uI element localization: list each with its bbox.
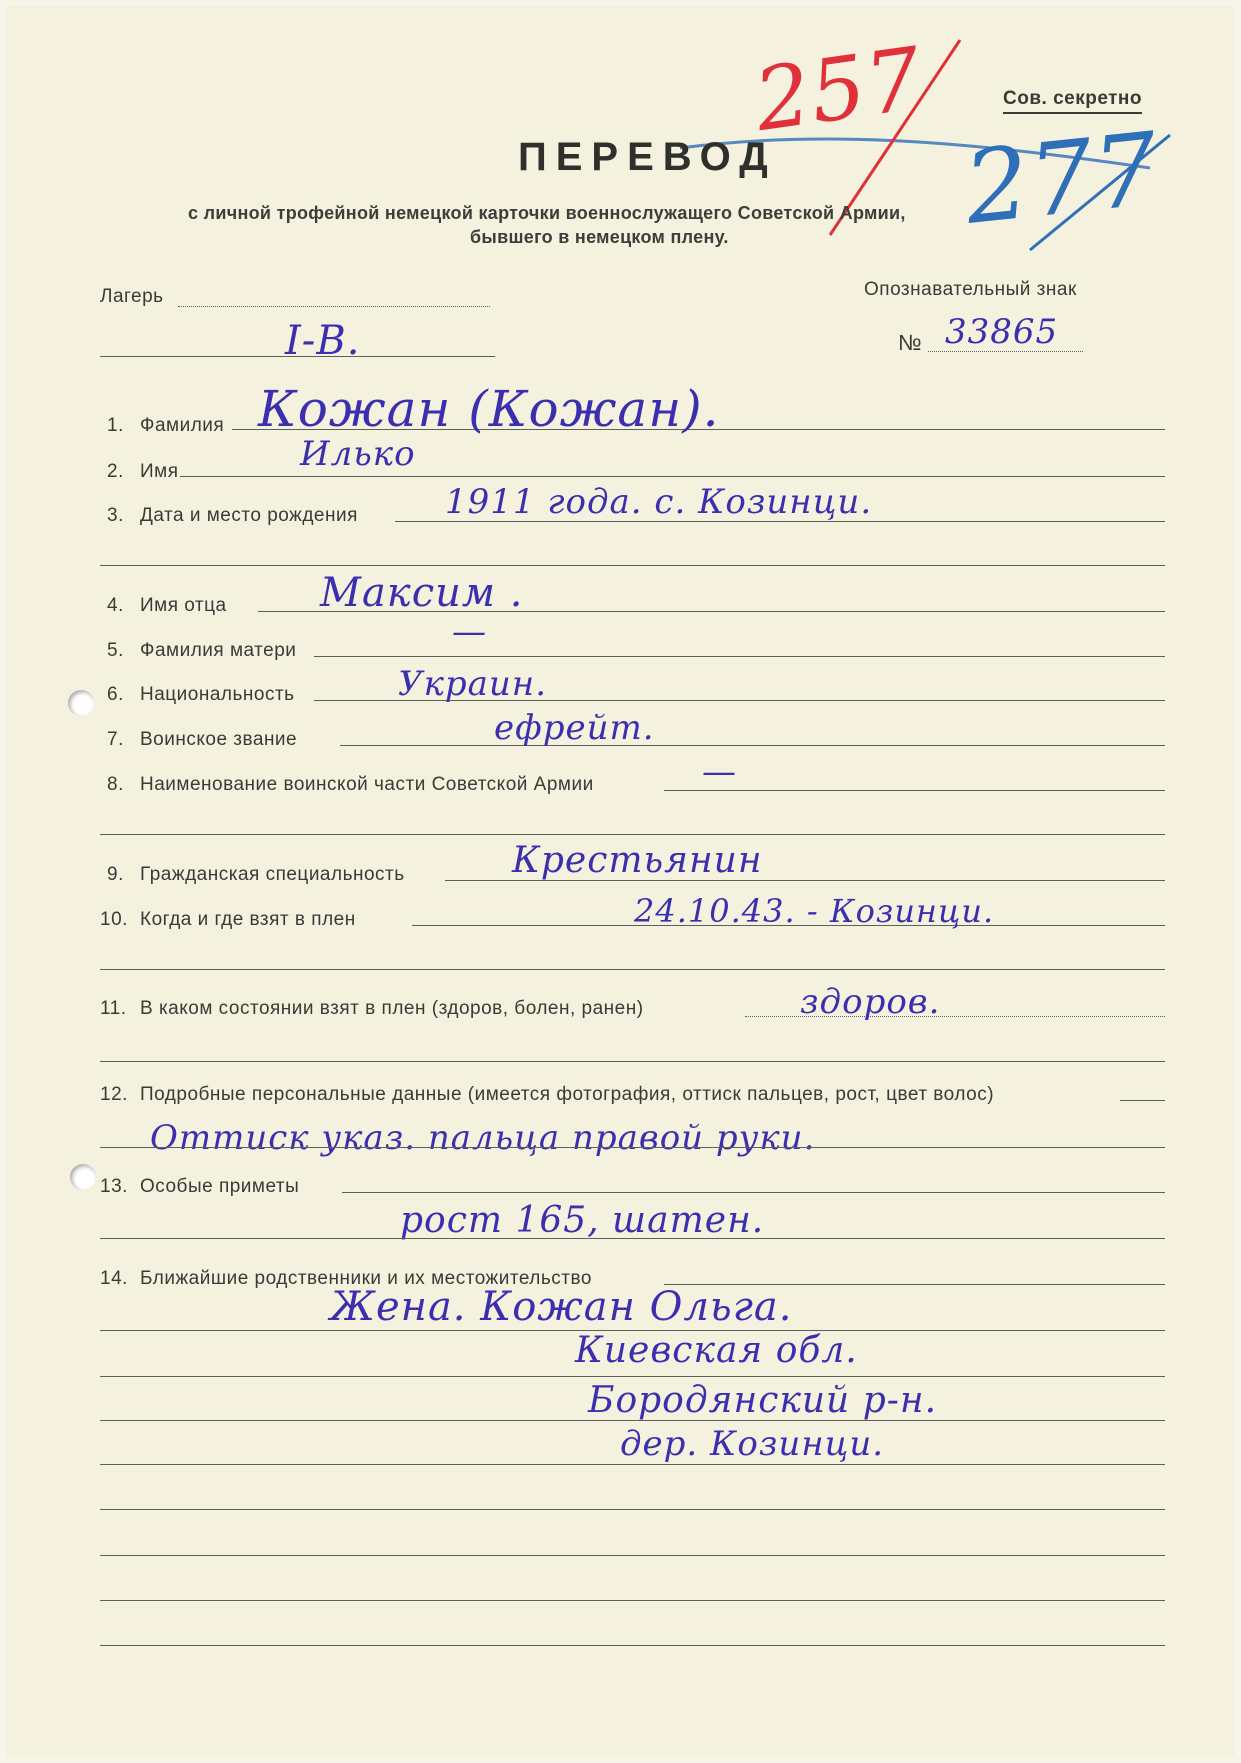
field-6-number: 6. xyxy=(107,684,124,705)
field-11-number: 11. xyxy=(100,998,127,1019)
field-14-value: Жена. Кожан Ольга. xyxy=(330,1284,793,1330)
field-13-line xyxy=(342,1192,1165,1193)
field-3-label: Дата и место рождения xyxy=(140,505,358,526)
id-tag-label: Опознавательный знак xyxy=(864,279,1077,300)
field-12-line-2 xyxy=(100,1147,1165,1148)
field-4-number: 4. xyxy=(107,595,124,616)
field-6-value: Украин. xyxy=(398,664,548,704)
relatives-line-3 xyxy=(100,1420,1165,1421)
field-5-line xyxy=(314,656,1165,657)
punch-hole-top xyxy=(68,690,94,716)
camp-value: I-B. xyxy=(285,318,361,364)
camp-line xyxy=(178,306,490,307)
field-12-value: Оттиск указ. пальца правой руки. xyxy=(150,1118,816,1158)
field-6-label: Национальность xyxy=(140,684,295,705)
field-10-label: Когда и где взят в плен xyxy=(140,909,356,930)
field-7-value: ефрейт. xyxy=(494,708,655,748)
field-2-value: Илько xyxy=(300,434,416,474)
field-13-line-2 xyxy=(100,1238,1165,1239)
relatives-value-2: Киевская обл. xyxy=(575,1330,858,1371)
field-3-value: 1911 года. с. Козинци. xyxy=(445,482,873,522)
field-3-number: 3. xyxy=(107,505,124,526)
field-11-line-2 xyxy=(100,1061,1165,1062)
field-10-line-2 xyxy=(100,969,1165,970)
relatives-line-7 xyxy=(100,1600,1165,1601)
field-12-number: 12. xyxy=(100,1084,128,1105)
field-5-label: Фамилия матери xyxy=(140,640,297,661)
field-9-number: 9. xyxy=(107,864,124,885)
relatives-line-6 xyxy=(100,1555,1165,1556)
field-3-line-2 xyxy=(100,565,1165,566)
field-1-number: 1. xyxy=(107,415,124,436)
relatives-line-4 xyxy=(100,1464,1165,1465)
field-14-number: 14. xyxy=(100,1268,128,1289)
field-9-value: Крестьянин xyxy=(512,840,763,881)
field-8-value: — xyxy=(702,752,737,792)
blue-stamp-number: 277 xyxy=(959,110,1165,247)
relatives-line-8 xyxy=(100,1645,1165,1646)
field-8-number: 8. xyxy=(107,774,124,795)
field-8-label: Наименование воинской части Советской Армии xyxy=(140,774,594,795)
field-12-line xyxy=(1120,1100,1165,1101)
field-13-label: Особые приметы xyxy=(140,1176,300,1197)
relatives-line-2 xyxy=(100,1376,1165,1377)
field-12-label: Подробные персональные данные (имеется фотография, оттиск пальцев, рост, цвет волос) xyxy=(140,1084,995,1105)
field-7-number: 7. xyxy=(107,729,124,750)
field-11-value: здоров. xyxy=(800,982,941,1022)
field-2-line xyxy=(180,476,1165,477)
field-4-label: Имя отца xyxy=(140,595,227,616)
punch-hole-bottom xyxy=(70,1164,96,1190)
field-8-line xyxy=(664,790,1165,791)
id-tag-number-prefix: № xyxy=(898,330,923,355)
field-10-value: 24.10.43. - Козинци. xyxy=(634,892,995,930)
field-5-number: 5. xyxy=(107,640,124,661)
camp-label: Лагерь xyxy=(100,286,164,307)
red-stamp-number: 257 xyxy=(748,28,929,152)
page-title: ПЕРЕВОД xyxy=(518,135,777,179)
relatives-line-5 xyxy=(100,1509,1165,1510)
field-2-number: 2. xyxy=(107,461,124,482)
field-8-line-2 xyxy=(100,834,1165,835)
relatives-value-4: дер. Козинци. xyxy=(620,1424,885,1464)
field-13-number: 13. xyxy=(100,1176,128,1197)
field-1-label: Фамилия xyxy=(140,415,225,436)
field-2-label: Имя xyxy=(140,461,179,482)
field-7-label: Воинское звание xyxy=(140,729,298,750)
field-1-value: Кожан (Кожан). xyxy=(258,380,720,438)
field-14-label: Ближайшие родственники и их местожительство xyxy=(140,1268,592,1289)
classification-mark: Сов. секретно xyxy=(1003,88,1142,114)
field-4-value: Максим . xyxy=(320,570,524,616)
subtitle-line-2: бывшего в немецком плену. xyxy=(470,227,729,247)
field-9-label: Гражданская специальность xyxy=(140,864,405,885)
id-tag-number-value: 33865 xyxy=(945,312,1059,352)
field-13-value: рост 165, шатен. xyxy=(400,1200,765,1241)
field-10-number: 10. xyxy=(100,909,128,930)
field-7-line xyxy=(340,745,1165,746)
field-5-value: — xyxy=(452,612,487,652)
camp-value-line xyxy=(100,356,495,357)
relatives-value-3: Бородянский р-н. xyxy=(588,1380,938,1421)
field-11-label: В каком состоянии взят в плен (здоров, болен, ранен) xyxy=(140,998,644,1019)
subtitle-line-1: с личной трофейной немецкой карточки военнослужащего Советской Армии, xyxy=(188,203,906,223)
